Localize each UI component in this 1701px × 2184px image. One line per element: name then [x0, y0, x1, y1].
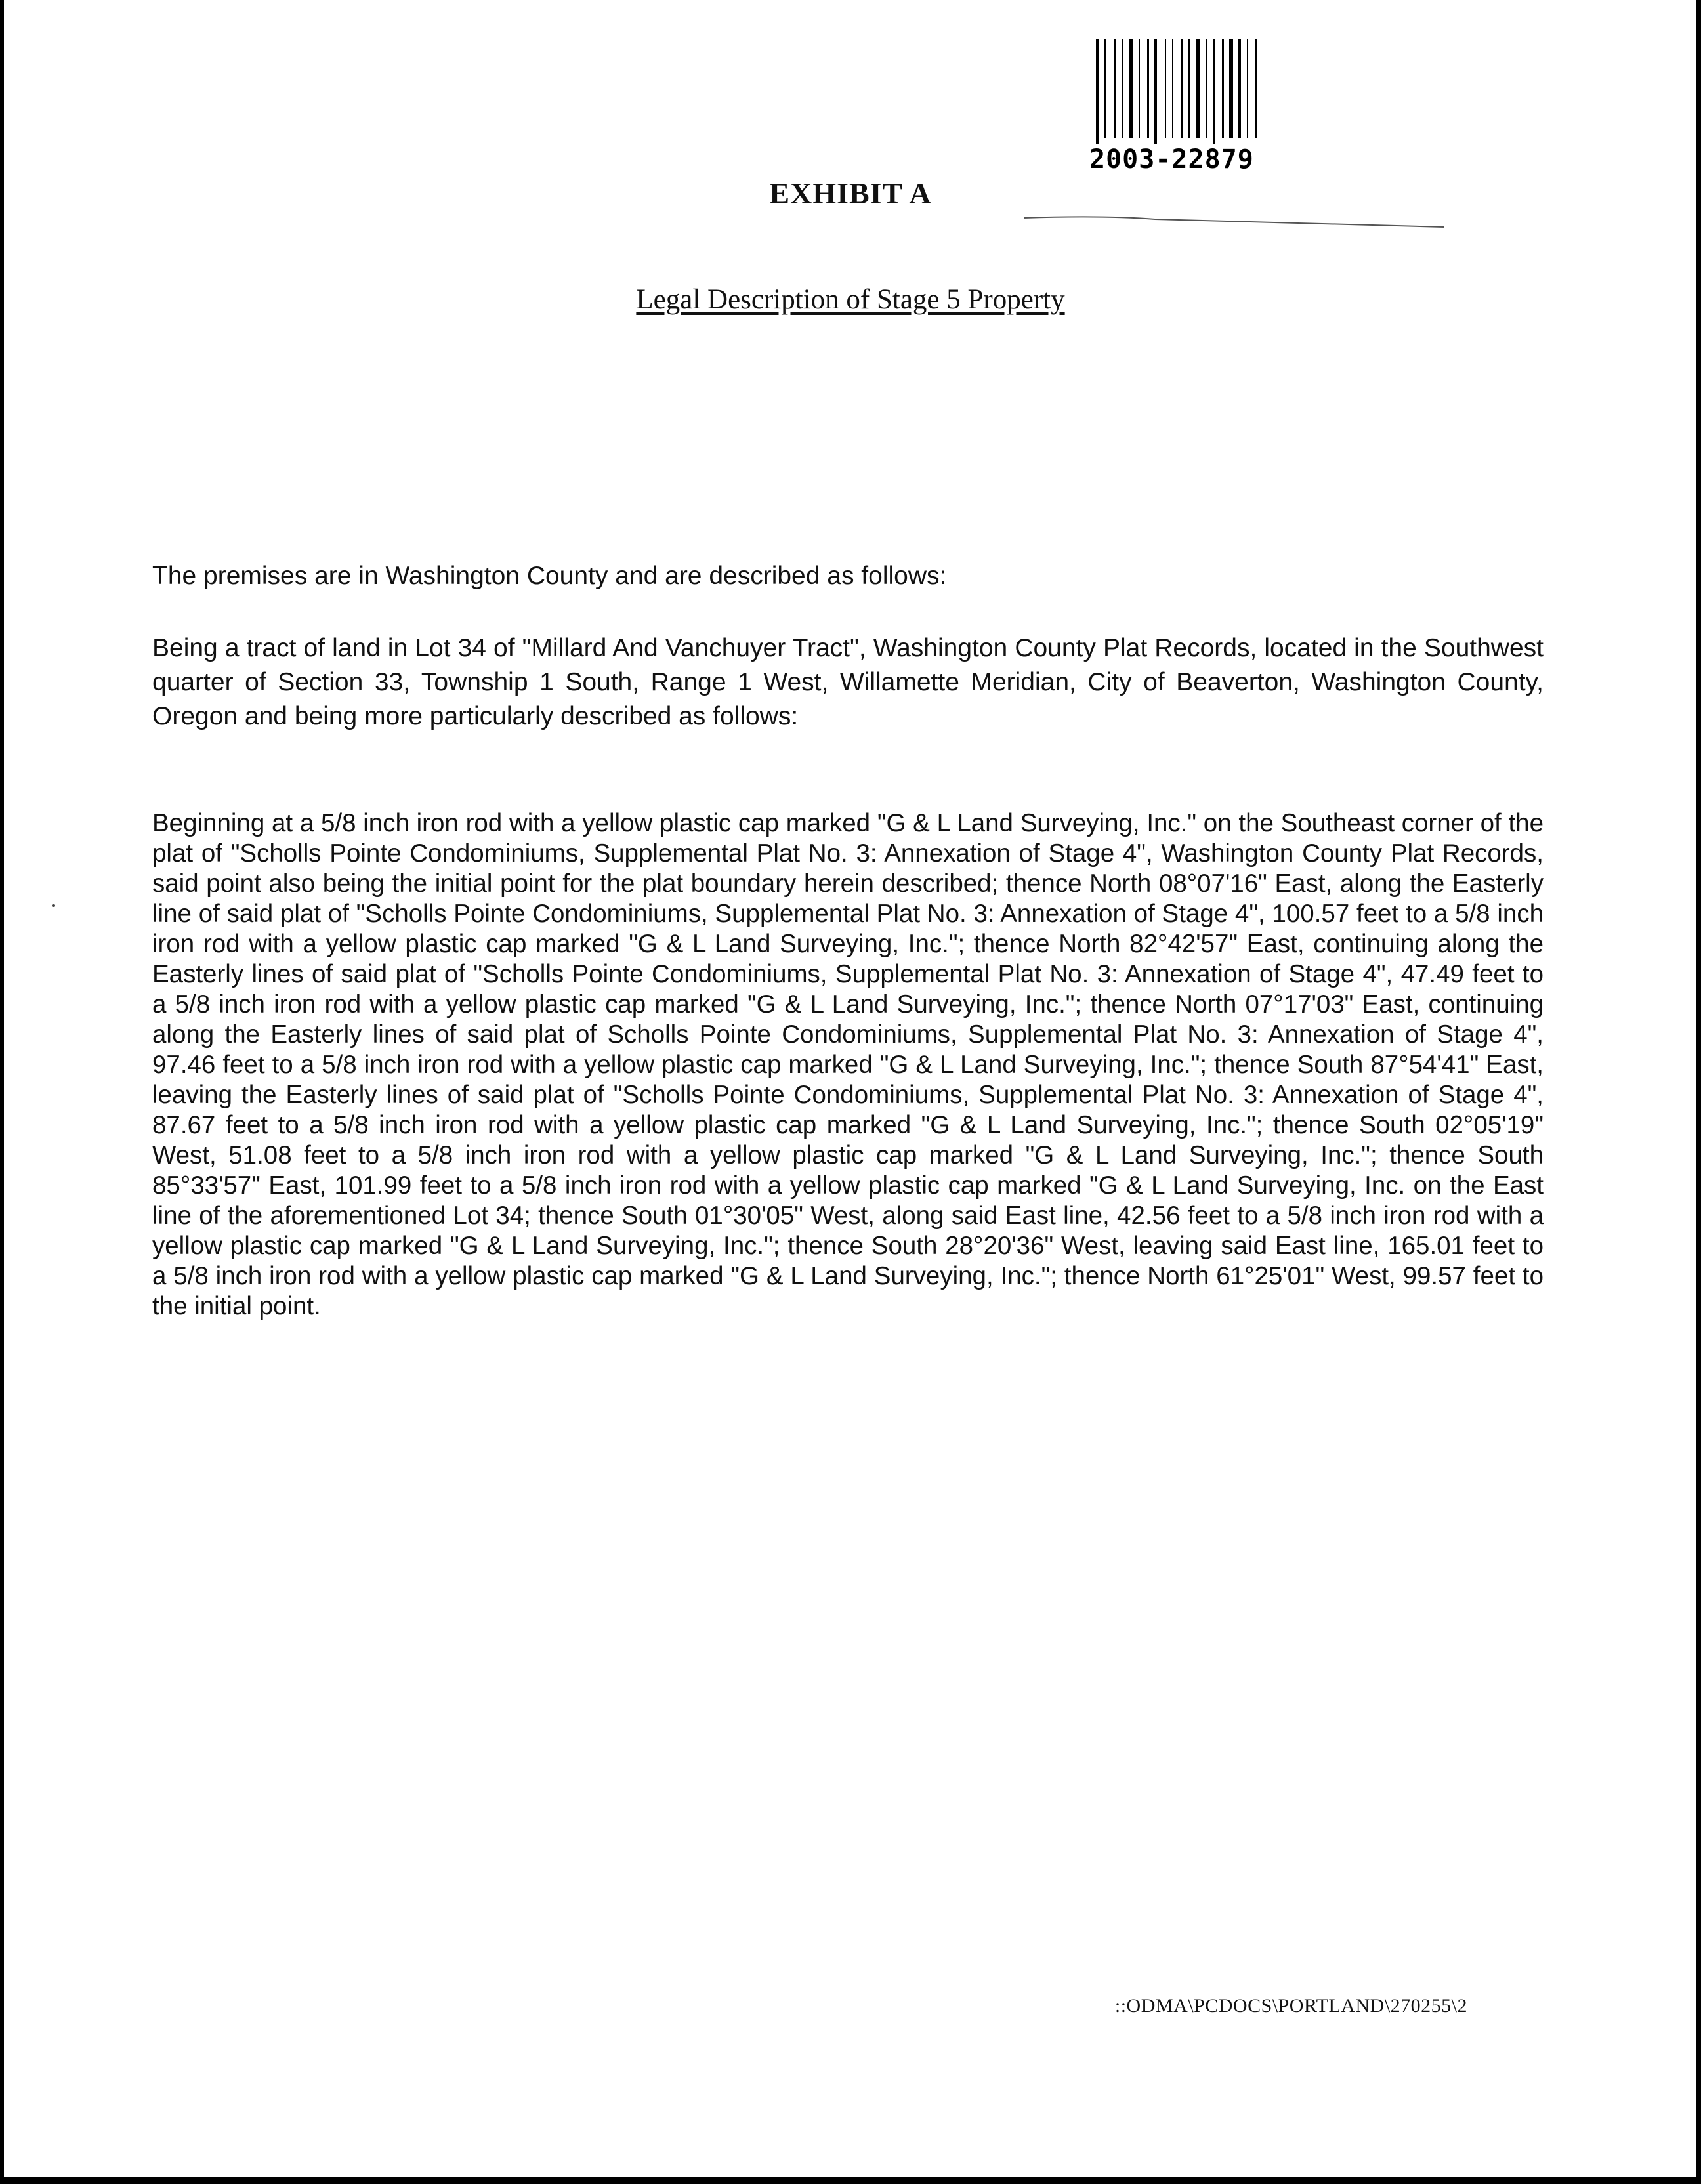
- scan-speck: [52, 904, 55, 907]
- exhibit-title: EXHIBIT A: [769, 177, 932, 210]
- tract-paragraph: Being a tract of land in Lot 34 of "Millard And Vanchuyer Tract", Washington County Plat Records, located in the Southwest quarter of Section 33, Township 1 South, Range 1 West, Willamette Meridian, City of Beaverton, Washington County, Oregon and being more particularly described as follows:: [152, 634, 1544, 730]
- barcode-number: 2003-22879: [1089, 144, 1254, 175]
- document-subtitle: Legal Description of Stage 5 Property: [636, 284, 1065, 315]
- barcode-icon: [1096, 39, 1385, 152]
- barcode-label: [1089, 39, 1391, 184]
- intro-paragraph: The premises are in Washington County and are described as follows:: [152, 562, 947, 590]
- barcode-underline: [1024, 215, 1444, 235]
- document-path-footer: ::ODMA\PCDOCS\PORTLAND\270255\2: [1114, 1995, 1467, 2017]
- metes-and-bounds-paragraph: Beginning at a 5/8 inch iron rod with a yellow plastic cap marked "G & L Land Surveying, Inc." on the Southeast corner of the plat of "Scholls Pointe Condominiums, Supplemental Plat No. 3: Annexation of Stage 4", Washington County Plat Records, said point also being the initial point for the plat boundary herein described; thence North 08°07'16" East, along the Easterly line of said plat of "Scholls Pointe Condominiums, Supplemental Plat No. 3: Annexation of Stage 4", 100.57 feet to a 5/8 inch iron rod with a yellow plastic cap marked "G & L Land Surveying, Inc."; thence North 82°42'57" East, continuing along the Easterly lines of said plat of "Scholls Pointe Condominiums, Supplemental Plat No. 3: Annexation of Stage 4", 47.49 feet to a 5/8 inch iron rod with a yellow plastic cap marked "G & L Land Surveying, Inc."; thence North 07°17'03" East, continuing along the Easterly lines of said plat of Scholls Pointe Condominiums, Supplemental Plat No. 3: Annexation of Stage 4", 97.46 feet to a 5/8 inch iron rod with a yellow plastic cap marked "G & L Land Surveying, Inc."; thence South 87°54'41" East, leaving the Easterly lines of said plat of "Scholls Pointe Condominiums, Supplemental Plat No. 3: Annexation of Stage 4", 87.67 feet to a 5/8 inch iron rod with a yellow plastic cap marked "G & L Land Surveying, Inc."; thence South 02°05'19" West, 51.08 feet to a 5/8 inch iron rod with a yellow plastic cap marked "G & L Land Surveying, Inc."; thence South 85°33'57" East, 101.99 feet to a 5/8 inch iron rod with a yellow plastic cap marked "G & L Land Surveying, Inc. on the East line of the aforementioned Lot 34; thence South 01°30'05" West, along said East line, 42.56 feet to a 5/8 inch iron rod with a yellow plastic cap marked "G & L Land Surveying, Inc."; thence South 28°20'36" West, leaving said East line, 165.01 feet to a 5/8 inch iron rod with a yellow plastic cap marked "G & L Land Surveying, Inc."; thence North 61°25'01" West, 99.57 feet to the initial point.: [152, 809, 1544, 1320]
